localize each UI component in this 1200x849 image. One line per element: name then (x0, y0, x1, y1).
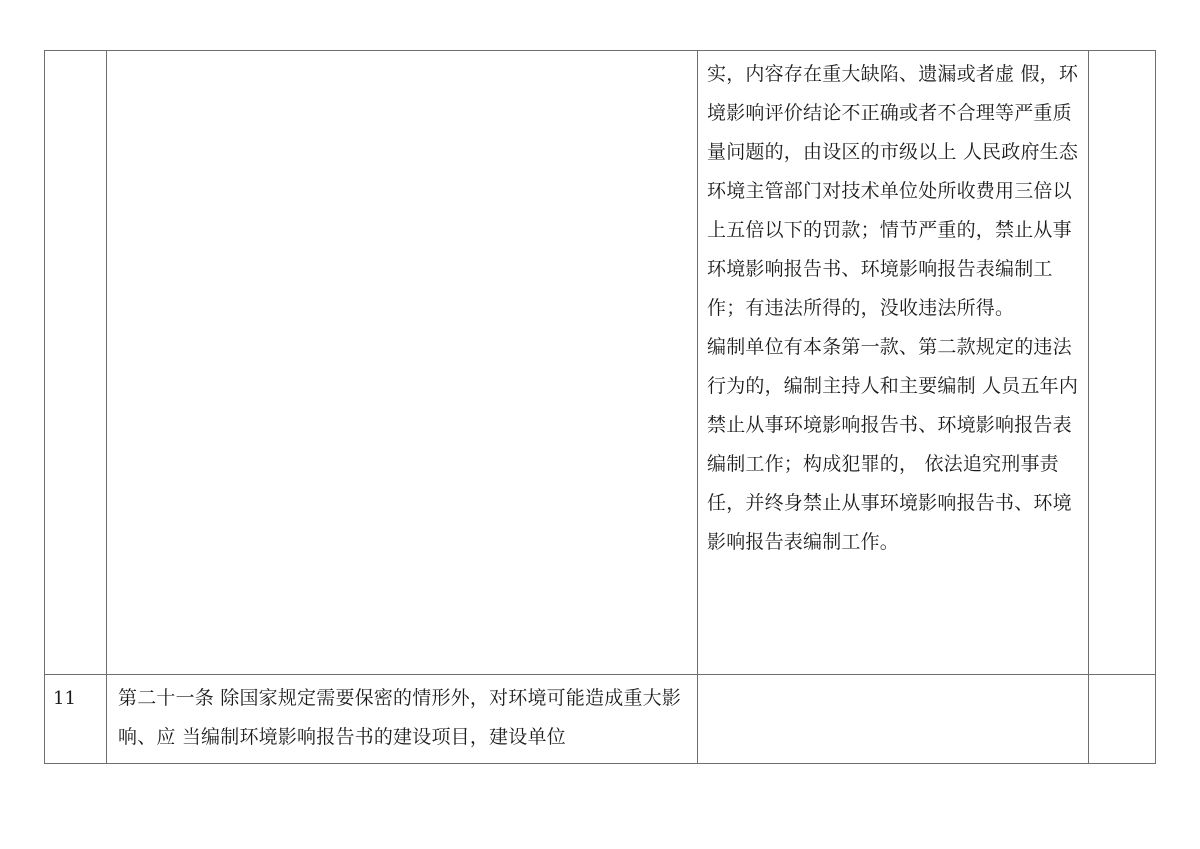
penalty-text-cell (698, 51, 1089, 675)
table-row-11 (45, 675, 1156, 764)
row-number-cell (45, 675, 107, 764)
regulation-comparison-table (44, 50, 1156, 764)
penalty-text-cell (698, 675, 1089, 764)
table-row-continued (45, 51, 1156, 675)
extra-cell (1089, 51, 1156, 675)
row-number-cell (45, 51, 107, 675)
row-number (45, 51, 106, 64)
article-text (107, 51, 697, 55)
article-text-cell (107, 51, 698, 675)
extra-cell (1089, 675, 1156, 764)
row-number: 11 (53, 688, 76, 709)
article-text-cell (107, 675, 698, 764)
penalty-paragraph-2: 编制单位有本条第一款、第二款规定的违法行为的，编制主持人和主要编制 人员五年内禁止从事环境影响报告书、环境影响报告表编制工作；构成犯罪的， 依法追究刑事责任，并终身禁止从事环境影响报告书、环境影响报告表编制工作。 (707, 336, 1079, 553)
article-text: 第二十一条 除国家规定需要保密的情形外，对环境可能造成重大影响、应 当编制环境影响报告书的建设项目，建设单位 (118, 687, 682, 748)
penalty-text (698, 51, 1088, 562)
penalty-paragraph-1: 实，内容存在重大缺陷、遗漏或者虚 假，环境影响评价结论不正确或者不合理等严重质量问题的，由设区的市级以上 人民政府生态环境主管部门对技术单位处所收费用三倍以上五倍以下的罚款；情节严重的，禁止从事环境影响报告书、环境影响报告表编制工作；有违法所得的，没收违法所得。 (707, 63, 1079, 319)
